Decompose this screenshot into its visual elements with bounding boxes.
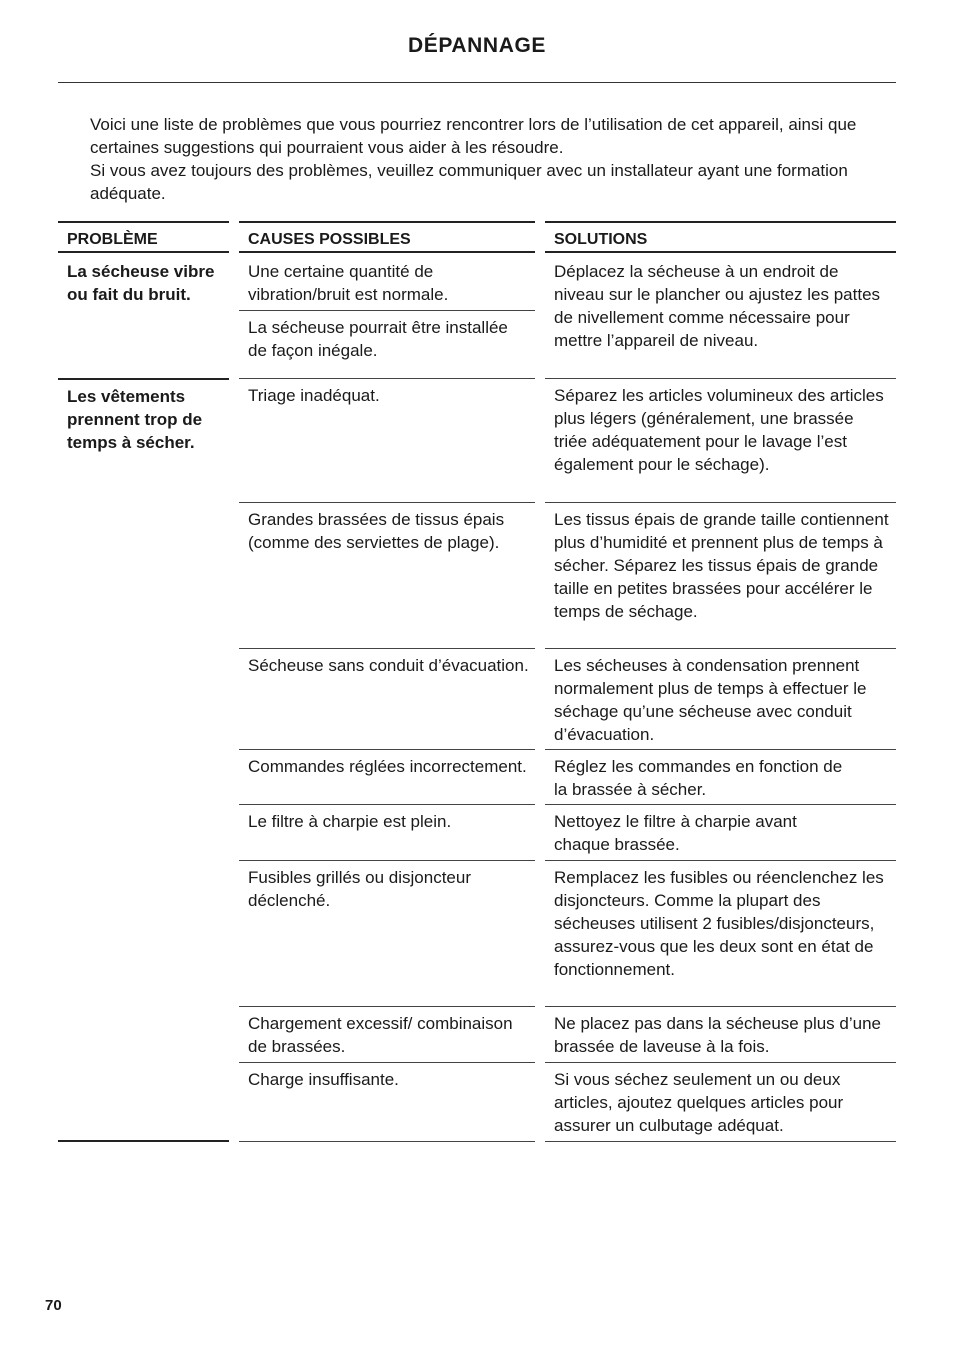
cause-cell: La sécheuse pourrait être installée de façon inégale. (239, 311, 535, 379)
intro-text (90, 113, 890, 205)
cause-cell: Une certaine quantité de vibration/bruit est normale. (239, 255, 535, 311)
solution-cell: Si vous séchez seulement un ou deux articles, ajoutez quelques articles pour assurer un culbutage adéquat. (545, 1063, 896, 1142)
cause-cell: Sécheuse sans conduit d’évacuation. (239, 649, 535, 750)
cause-cell: Commandes réglées incorrectement. (239, 750, 535, 805)
solution-cell: Les sécheuses à condensation prennent normalement plus de temps à effectuer le séchage qu’une sécheuse avec conduit d’évacuation. (545, 649, 896, 750)
problem-cell: Les vêtements prennent trop de temps à sécher. (58, 380, 229, 1142)
problem-cell: La sécheuse vibre ou fait du bruit. (58, 255, 229, 380)
causes-column (239, 221, 535, 1089)
solution-cell: Séparez les articles volumineux des articles plus légers (généralement, une brassée triée adéquatement pour le lavage l’est également pour le séchage). (545, 379, 896, 503)
solution-cell: Réglez les commandes en fonction de la brassée à sécher. (545, 750, 896, 805)
title-divider (58, 82, 896, 83)
page-number: 70 (45, 1297, 62, 1314)
solution-cell: Déplacez la sécheuse à un endroit de niveau sur le plancher ou ajustez les pattes de nivellement comme nécessaire pour mettre l’appareil de niveau. (545, 255, 896, 379)
causes-header: CAUSES POSSIBLES (239, 221, 535, 253)
problem-header: PROBLÈME (58, 221, 229, 253)
solutions-column (545, 221, 896, 1135)
solution-cell: Nettoyez le filtre à charpie avant chaque brassée. (545, 805, 896, 861)
cause-cell: Chargement excessif/ combinaison de brassées. (239, 1007, 535, 1063)
solution-cell: Ne placez pas dans la sécheuse plus d’une brassée de laveuse à la fois. (545, 1007, 896, 1063)
solution-cell: Remplacez les fusibles ou réenclenchez les disjoncteurs. Comme la plupart des sécheuses utilisent 2 fusibles/disjoncteurs, assurez-vous que les deux sont en état de fonctionnement. (545, 861, 896, 1007)
page-title: DÉPANNAGE (407, 34, 547, 57)
cause-cell: Charge insuffisante. (239, 1063, 535, 1142)
intro-paragraph: Voici une liste de problèmes que vous pourriez rencontrer lors de l’utilisation de cet appareil, ainsi que certaines suggestions qui pourraient vous aider à les résoudre. (90, 115, 857, 157)
cause-cell: Fusibles grillés ou disjoncteur déclenché. (239, 861, 535, 1007)
problem-column (58, 221, 229, 452)
solutions-header: SOLUTIONS (545, 221, 896, 253)
solution-cell: Les tissus épais de grande taille contiennent plus d’humidité et prennent plus de temps à sécher. Séparez les tissus épais de grande taille en petites brassées pour accélérer le temps de séchage. (545, 503, 896, 649)
cause-cell: Triage inadéquat. (239, 379, 535, 503)
intro-paragraph: Si vous avez toujours des problèmes, veuillez communiquer avec un installateur ayant une formation adéquate. (90, 161, 848, 203)
cause-cell: Le filtre à charpie est plein. (239, 805, 535, 861)
cause-cell: Grandes brassées de tissus épais (comme des serviettes de plage). (239, 503, 535, 649)
